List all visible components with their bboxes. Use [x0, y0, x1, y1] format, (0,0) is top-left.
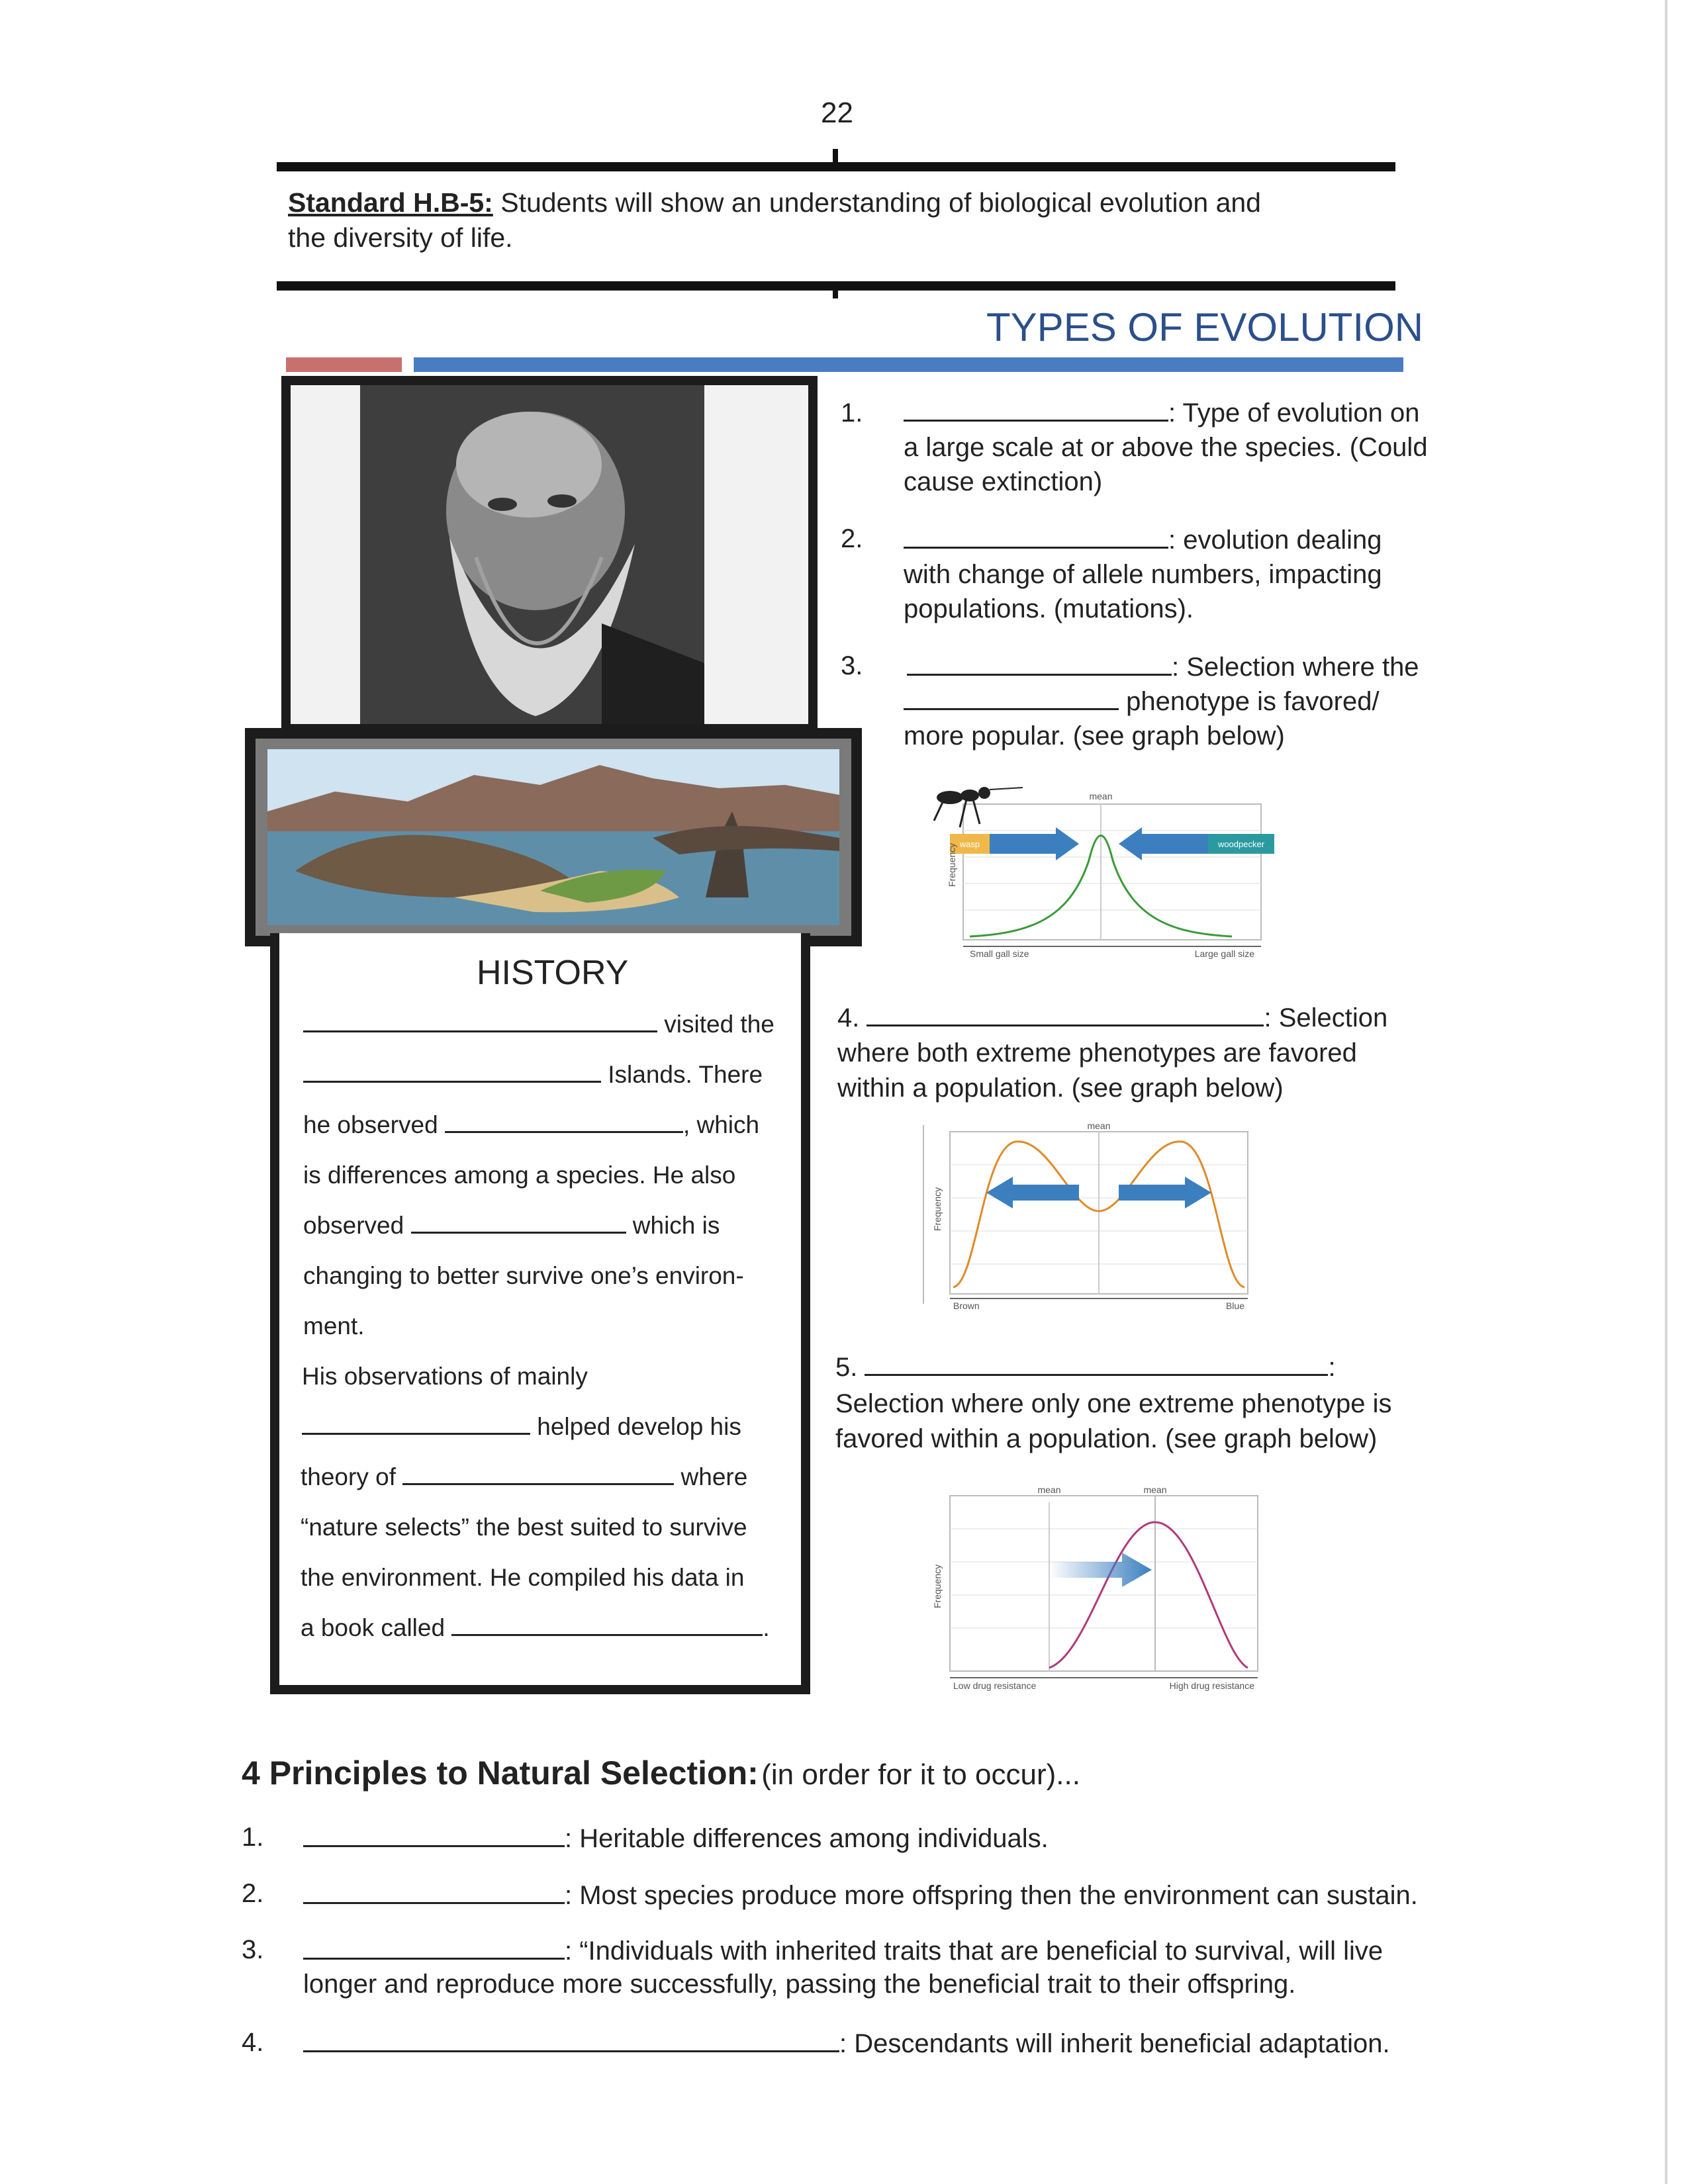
- blank-field[interactable]: [303, 1934, 565, 1960]
- type-4-line-3: within a population. (see graph below): [837, 1073, 1284, 1103]
- blank-field[interactable]: [303, 1007, 657, 1032]
- y-axis-label: Frequency: [932, 1564, 943, 1608]
- history-line-8: His observations of mainly: [302, 1363, 588, 1390]
- type-3-line-3: more popular. (see graph below): [904, 721, 1285, 751]
- section-title: TYPES OF EVOLUTION: [986, 305, 1424, 349]
- galapagos-landscape-image: [256, 739, 851, 936]
- standard-text-2: the diversity of life.: [288, 222, 513, 253]
- history-text: a book called: [301, 1614, 445, 1641]
- blank-field[interactable]: [303, 2026, 839, 2052]
- blank-field[interactable]: [904, 396, 1168, 422]
- type-4-line-1: [837, 1001, 1387, 1035]
- wasp-tag-label: wasp: [959, 839, 980, 849]
- type-1-line-3: cause extinction): [904, 467, 1103, 496]
- blank-field[interactable]: [402, 1459, 674, 1485]
- principle-4-number: 4.: [242, 2028, 264, 2057]
- principles-subheading: (in order for it to occur)...: [761, 1758, 1080, 1791]
- principle-2: [303, 1878, 1418, 1913]
- history-line-1: [303, 999, 774, 1050]
- type-text: : Type of evolution on: [1168, 398, 1420, 428]
- principles-heading: 4 Principles to Natural Selection:: [242, 1754, 759, 1792]
- history-line-11: “nature selects” the best suited to survive: [301, 1514, 747, 1541]
- mean-label-1: mean: [1037, 1484, 1061, 1495]
- disruptive-selection-graph: [917, 1118, 1261, 1310]
- history-text: where: [680, 1463, 748, 1490]
- rule-notch: [833, 287, 838, 298]
- standard-line-1: [288, 185, 1261, 220]
- history-line-2: [303, 1050, 763, 1100]
- history-line-9: [302, 1402, 741, 1452]
- principle-2-number: 2.: [242, 1879, 264, 1908]
- blank-field[interactable]: [451, 1610, 763, 1636]
- type-1-line-2: a large scale at or above the species. (Could: [904, 433, 1428, 462]
- mean-label: mean: [1089, 791, 1113, 801]
- type-text: : Selection: [1264, 1003, 1388, 1032]
- woodpecker-tag-label: woodpecker: [1217, 839, 1265, 849]
- blank-field[interactable]: [411, 1208, 626, 1234]
- principle-1-number: 1.: [242, 1823, 264, 1852]
- principle-text: : Heritable differences among individuals.: [565, 1824, 1049, 1853]
- y-axis-label: Frequency: [932, 1187, 943, 1231]
- x-right-label: Blue: [1225, 1300, 1244, 1310]
- x-right-label: Large gall size: [1194, 948, 1254, 959]
- mean-label-2: mean: [1143, 1484, 1167, 1495]
- type-5-line-2: Selection where only one extreme phenotype is: [835, 1389, 1392, 1418]
- directional-selection-graph: [917, 1482, 1268, 1694]
- history-line-7: ment.: [303, 1312, 365, 1340]
- page-edge: [1665, 0, 1667, 2184]
- blue-accent-bar: [414, 357, 1403, 372]
- history-line-5: [303, 1201, 720, 1251]
- type-3-line-1: [907, 650, 1419, 684]
- type-5-line-3: favored within a population. (see graph below): [835, 1424, 1378, 1453]
- type-1-line-1: [904, 396, 1420, 430]
- principle-text: : “Individuals with inherited traits that are beneficial to survival, will live: [565, 1936, 1383, 1966]
- mean-label: mean: [1087, 1120, 1111, 1131]
- stabilizing-selection-graph: [930, 768, 1288, 960]
- blank-field[interactable]: [303, 1878, 565, 1904]
- type-2-line-2: with change of allele numbers, impacting: [904, 560, 1382, 589]
- rule-notch: [833, 149, 838, 163]
- principle-1: [303, 1821, 1049, 1856]
- type-2-number: 2.: [841, 524, 863, 553]
- darwin-portrait-frame: [281, 376, 818, 733]
- type-5-line-1: [835, 1350, 1336, 1385]
- history-line-10: [301, 1452, 747, 1502]
- principle-text: : Most species produce more offspring then the environment can sustain.: [565, 1881, 1418, 1910]
- type-text: : evolution dealing: [1168, 525, 1382, 555]
- history-text: Islands. There: [608, 1061, 763, 1088]
- blank-field[interactable]: [303, 1821, 565, 1847]
- x-left-label: Small gall size: [970, 948, 1029, 959]
- x-right-label: High drug resistance: [1169, 1680, 1254, 1691]
- history-line-6: changing to better survive one’s environ-: [303, 1262, 744, 1289]
- history-text: which is: [632, 1212, 720, 1239]
- type-2-line-3: populations. (mutations).: [904, 594, 1194, 623]
- blank-field[interactable]: [302, 1409, 530, 1435]
- blank-field[interactable]: [867, 1001, 1264, 1026]
- standard-text-1: Students will show an understanding of biological evolution and: [500, 187, 1261, 218]
- blank-field[interactable]: [907, 650, 1172, 676]
- history-line-3: [303, 1100, 759, 1150]
- history-text: .: [763, 1614, 770, 1641]
- history-text: he observed: [303, 1111, 438, 1138]
- history-text: helped develop his: [537, 1413, 741, 1440]
- blank-field[interactable]: [865, 1350, 1328, 1376]
- principle-3-line-2: longer and reproduce more successfully, passing the beneficial trait to their offspring.: [303, 1970, 1296, 1999]
- principle-3: [303, 1934, 1383, 1968]
- type-3-number: 3.: [841, 651, 863, 680]
- history-text: visited the: [664, 1011, 774, 1038]
- type-text: : Selection where the: [1172, 653, 1419, 682]
- red-accent-bar: [286, 357, 402, 372]
- type-number: 4.: [837, 1003, 860, 1032]
- standard-code: Standard H.B-5:: [288, 187, 493, 218]
- type-number: 5.: [835, 1353, 858, 1382]
- principle-text: : Descendants will inherit beneficial adaptation.: [839, 2029, 1390, 2058]
- darwin-portrait-image: [291, 385, 808, 724]
- history-line-12: the environment. He compiled his data in: [301, 1564, 745, 1591]
- history-line-13: [301, 1603, 770, 1653]
- type-text: phenotype is favored/: [1126, 687, 1380, 716]
- type-text: :: [1328, 1353, 1336, 1382]
- blank-field[interactable]: [904, 684, 1119, 710]
- blank-field[interactable]: [904, 523, 1168, 549]
- galapagos-image-frame: [245, 728, 862, 946]
- history-line-4: is differences among a species. He also: [303, 1161, 736, 1189]
- principle-3-number: 3.: [242, 1935, 264, 1964]
- blank-field[interactable]: [303, 1057, 601, 1083]
- y-axis-label: Frequency: [947, 842, 957, 887]
- type-1-number: 1.: [841, 398, 863, 428]
- type-4-line-2: where both extreme phenotypes are favored: [837, 1038, 1357, 1068]
- history-text: observed: [303, 1212, 404, 1239]
- blank-field[interactable]: [445, 1107, 683, 1133]
- x-left-label: Low drug resistance: [953, 1680, 1037, 1691]
- principles-heading-row: [242, 1754, 1080, 1792]
- standard-top-rule: [277, 162, 1395, 171]
- history-text: theory of: [301, 1463, 396, 1490]
- type-2-line-1: [904, 523, 1382, 557]
- x-left-label: Brown: [953, 1300, 980, 1310]
- history-title: HISTORY: [477, 954, 629, 992]
- type-3-line-2: [904, 684, 1380, 719]
- page-number: 22: [821, 97, 853, 129]
- history-text: , which: [682, 1111, 760, 1138]
- principle-4: [303, 2026, 1390, 2061]
